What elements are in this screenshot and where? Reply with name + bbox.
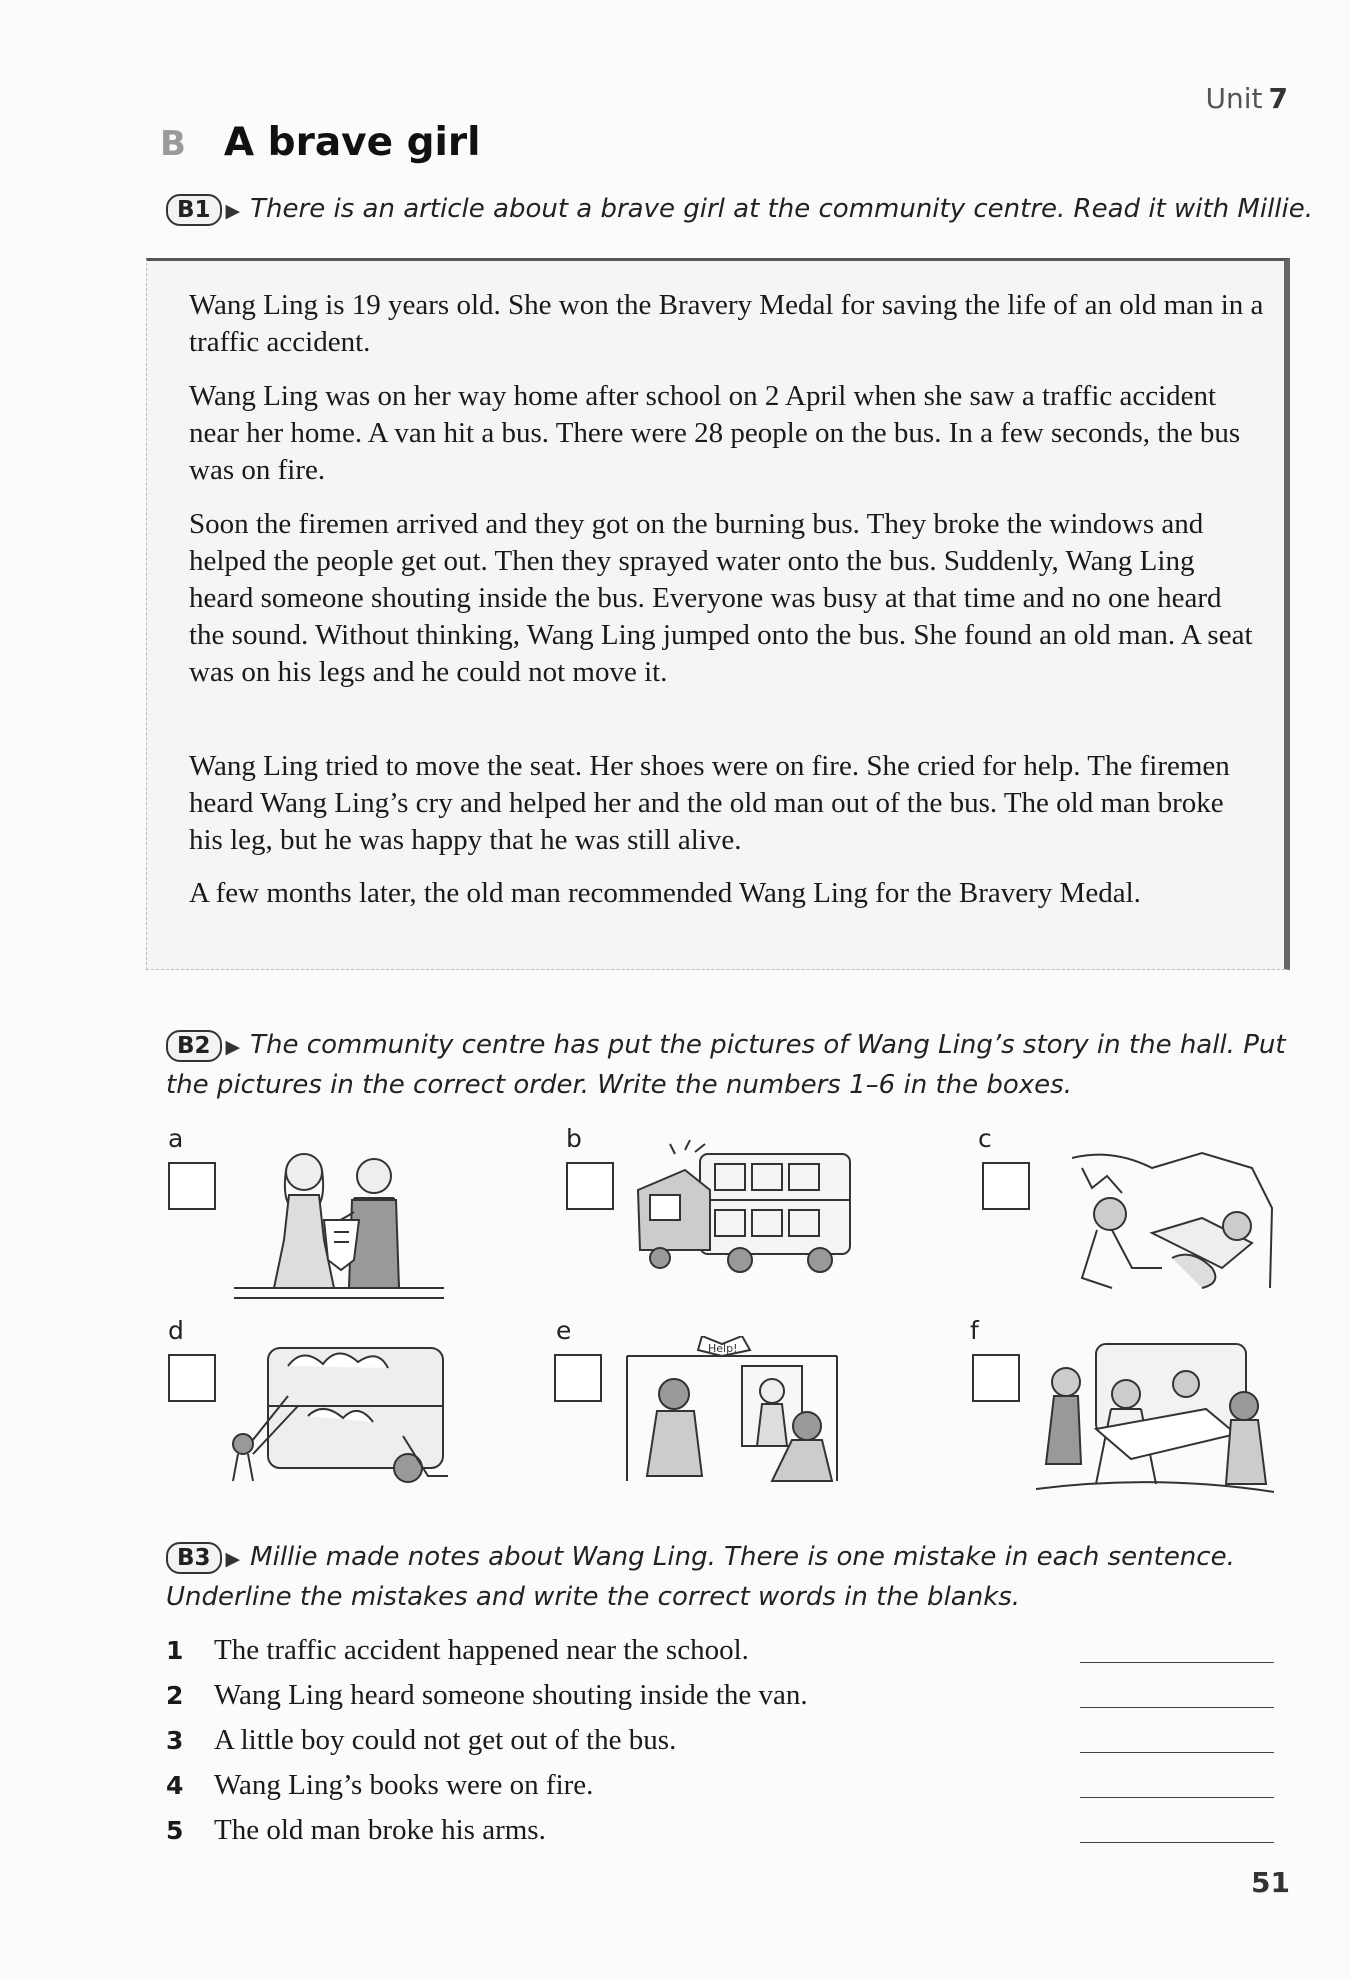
medal-ceremony-illustration	[234, 1140, 444, 1305]
exercise-item-3	[166, 1722, 676, 1759]
answer-box-f[interactable]	[972, 1354, 1020, 1402]
item-sentence: The old man broke his arms.	[214, 1814, 546, 1846]
page-number: 51	[1251, 1866, 1290, 1899]
answer-blank-1[interactable]	[1080, 1662, 1274, 1663]
picture-label-a: a	[168, 1124, 184, 1153]
b3-instruction-line2: Underline the mistakes and write the correct words in the blanks.	[166, 1582, 1021, 1612]
b1-instruction	[166, 190, 1313, 230]
item-number: 5	[166, 1816, 184, 1845]
answer-box-e[interactable]	[554, 1354, 602, 1402]
section-heading: A brave girl	[223, 120, 481, 165]
answer-box-d[interactable]	[168, 1354, 216, 1402]
article-paragraph-5: A few months later, the old man recommended Wang Ling for the Bravery Medal.	[189, 877, 1141, 909]
b3-instruction-line1: Millie made notes about Wang Ling. There is one mistake in each sentence.	[250, 1542, 1235, 1572]
carrying-man-out-illustration	[1036, 1334, 1274, 1498]
answer-blank-3[interactable]	[1080, 1752, 1274, 1753]
exercise-item-5	[166, 1812, 546, 1849]
item-number: 3	[166, 1726, 184, 1755]
item-sentence: Wang Ling heard someone shouting inside the van.	[214, 1679, 808, 1711]
b2-instruction	[166, 1026, 1286, 1104]
b2-instruction-line2: the pictures in the correct order. Write the numbers 1–6 in the boxes.	[166, 1070, 1072, 1100]
section-title	[160, 120, 481, 165]
unit-indicator	[1206, 82, 1288, 115]
rescue-inside-bus-illustration	[1052, 1148, 1278, 1298]
exercise-item-4	[166, 1767, 593, 1804]
article-paragraph-1: Wang Ling is 19 years old. She won the Bravery Medal for saving the life of an old man in a traffic accident.	[189, 289, 1264, 358]
picture-label-b: b	[566, 1124, 582, 1153]
article-box	[146, 258, 1290, 970]
answer-blank-2[interactable]	[1080, 1707, 1274, 1708]
item-sentence: Wang Ling’s books were on fire.	[214, 1769, 594, 1801]
article-paragraph-2: Wang Ling was on her way home after school on 2 April when she saw a traffic accident near her home. A van hit a bus. There were 28 people on the bus. In a few seconds, the bus was on fire.	[189, 380, 1241, 486]
play-arrow-icon: ▶	[225, 1036, 241, 1058]
picture-label-d: d	[168, 1316, 184, 1345]
exercise-item-1	[166, 1632, 749, 1669]
exercise-item-2	[166, 1677, 808, 1714]
b2-tag: B2	[166, 1030, 222, 1062]
item-number: 1	[166, 1636, 184, 1665]
b1-instruction-text: There is an article about a brave girl at the community centre. Read it with Millie.	[250, 194, 1314, 224]
answer-box-a[interactable]	[168, 1162, 216, 1210]
van-hits-bus-illustration	[630, 1140, 860, 1280]
picture-label-f: f	[970, 1316, 979, 1345]
item-sentence: The traffic accident happened near the school.	[214, 1634, 749, 1666]
b3-tag: B3	[166, 1542, 222, 1574]
item-number: 4	[166, 1771, 184, 1800]
firemen-spraying-bus-illustration	[228, 1336, 448, 1488]
article-paragraph-3: Soon the firemen arrived and they got on the burning bus. They broke the windows and helped the people get out. Then they sprayed water onto the bus. Suddenly, Wang Ling heard someone shouting inside the bus. Everyone was busy at that time and no one heard the sound. Without thinking, Wang Ling jumped onto the bus. She found an old man. A seat was on his legs and he could not move it.	[189, 508, 1253, 688]
answer-box-b[interactable]	[566, 1162, 614, 1210]
answer-blank-5[interactable]	[1080, 1842, 1274, 1843]
picture-label-e: e	[556, 1316, 572, 1345]
answer-blank-4[interactable]	[1080, 1797, 1274, 1798]
item-sentence: A little boy could not get out of the bus.	[214, 1724, 677, 1756]
play-arrow-icon: ▶	[225, 1548, 241, 1570]
help-speech-text: Help!	[708, 1342, 738, 1355]
b2-instruction-line1: The community centre has put the pictures of Wang Ling’s story in the hall. Put	[250, 1030, 1286, 1060]
section-letter: B	[160, 124, 186, 164]
unit-number: 7	[1268, 82, 1288, 115]
picture-label-c: c	[978, 1124, 992, 1153]
b1-tag: B1	[166, 194, 222, 226]
b3-instruction	[166, 1538, 1235, 1616]
unit-label: Unit	[1205, 82, 1263, 115]
article-paragraph-4: Wang Ling tried to move the seat. Her shoes were on fire. She cried for help. The firemen heard Wang Ling’s cry and helped her and the old man out of the bus. The old man broke his leg, but he was happy that he was still alive.	[189, 750, 1230, 856]
answer-box-c[interactable]	[982, 1162, 1030, 1210]
play-arrow-icon: ▶	[225, 200, 241, 222]
item-number: 2	[166, 1681, 184, 1710]
help-cry-illustration	[622, 1336, 840, 1484]
